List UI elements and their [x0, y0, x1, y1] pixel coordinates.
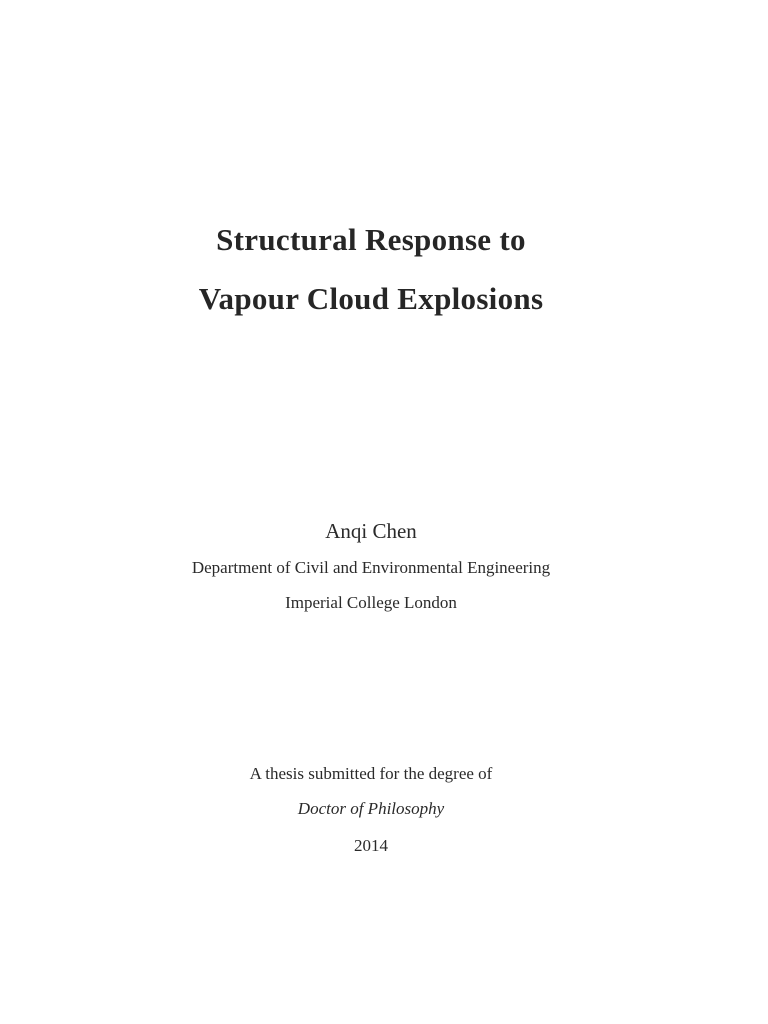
- submission-year: 2014: [354, 836, 388, 855]
- author-department: Department of Civil and Environmental Engineering: [191, 558, 551, 577]
- author-institution: Imperial College London: [285, 593, 457, 612]
- thesis-title-line-2: Vapour Cloud Explosions: [198, 281, 544, 316]
- thesis-title-line-1: Structural Response to: [216, 222, 526, 257]
- submission-statement: A thesis submitted for the degree of: [249, 764, 493, 783]
- author-name: Anqi Chen: [325, 519, 417, 543]
- degree-name: Doctor of Philosophy: [297, 799, 445, 818]
